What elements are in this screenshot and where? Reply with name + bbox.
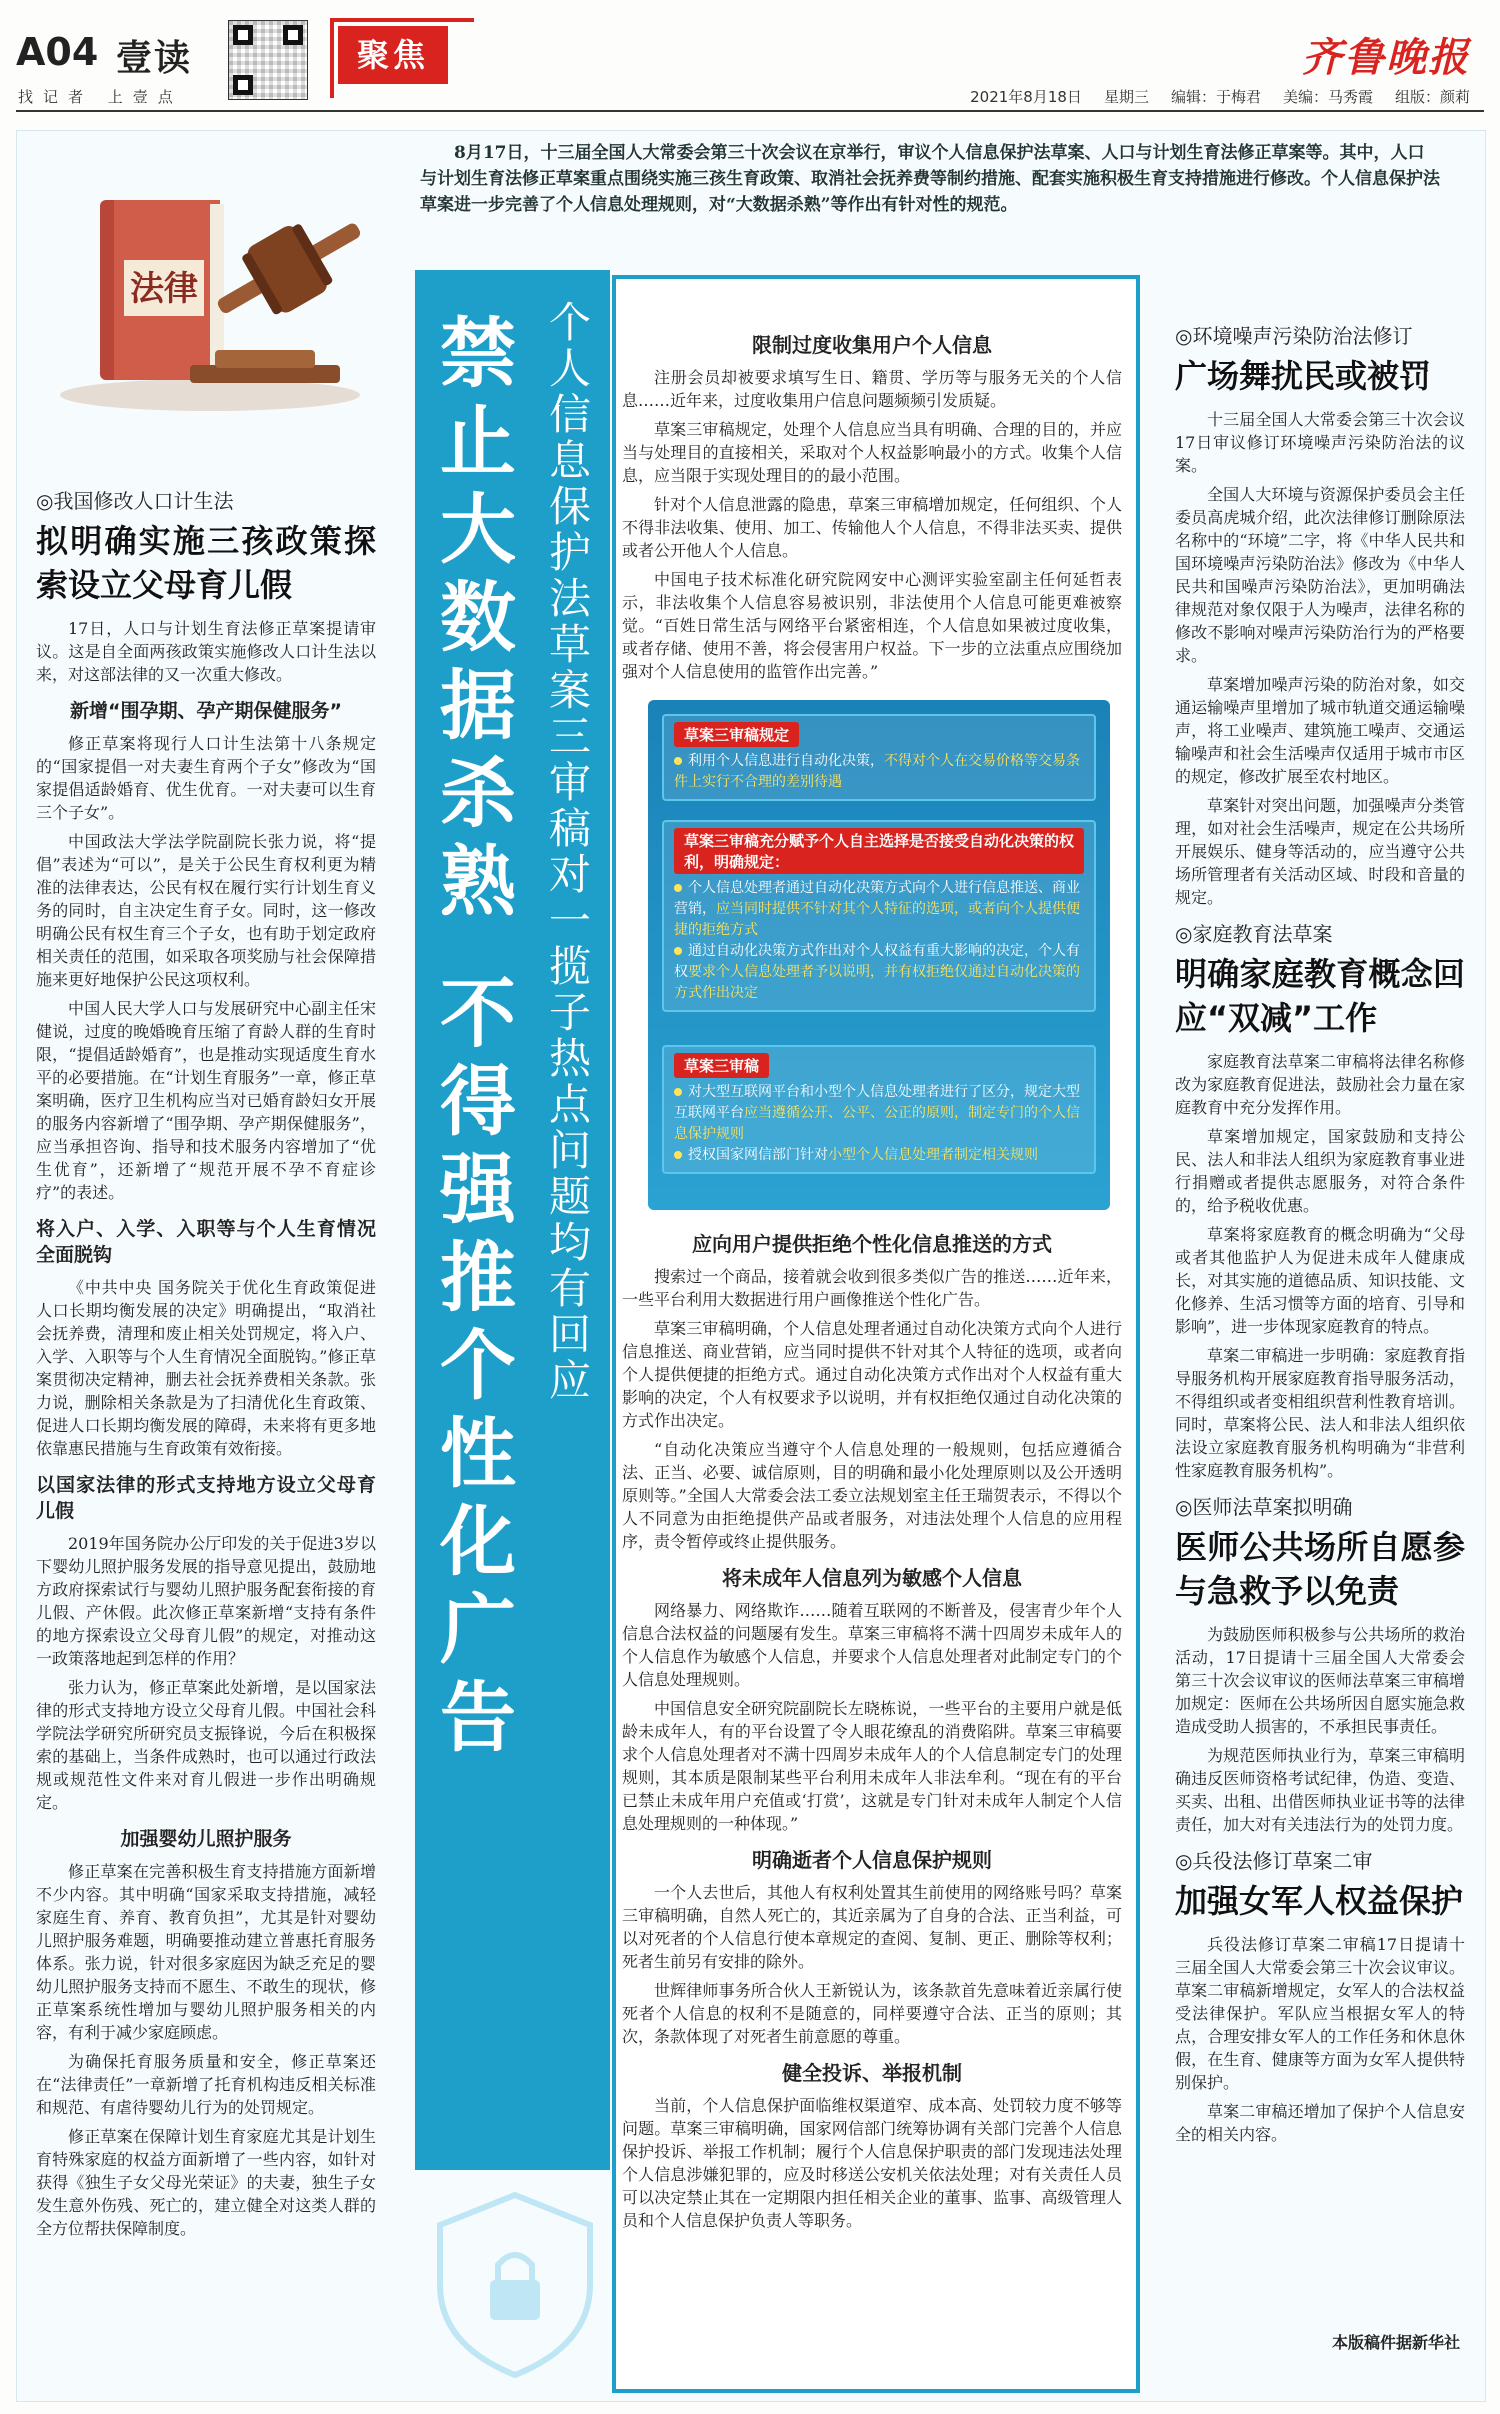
info-line: 授权国家网信部门针对小型个人信息处理者制定相关规则 — [674, 1145, 1084, 1166]
paragraph: 注册会员却被要求填写生日、籍贯、学历等与服务无关的个人信息……近年来，过度收集用户信息问题频频引发质疑。 — [622, 368, 1122, 410]
paragraph: 草案二审稿进一步明确：家庭教育指导服务机构开展家庭教育指导服务活动，不得组织或者变相组织营利性教育培训。同时，草案将公民、法人和非法人组织依法设立家庭教育服务机构明确为“非营利性家庭教育服务机构”。 — [1175, 1346, 1465, 1480]
info-line: 对大型互联网平台和小型个人信息处理者进行了区分，规定大型互联网平台应当遵循公开、公平、公正的原则，制定专门的个人信息保护规则 — [674, 1084, 1080, 1142]
section-slogan: 找记者 上壹点 — [18, 88, 183, 106]
section-name: 壹读 — [116, 38, 193, 79]
art-editor: 美编：马秀霞 — [1282, 88, 1373, 106]
paragraph: 17日，人口与计划生育法修正草案提请审议。这是自全面两孩政策实施修改人口计生法以来，对这部法律的又一次重大修改。 — [36, 619, 376, 684]
info-heading: 草案三审稿充分赋予个人自主选择是否接受自动化决策的权利，明确规定： — [674, 828, 1084, 874]
article-other-laws — [1175, 325, 1465, 2152]
paragraph: 修正草案在完善积极生育支持措施方面新增不少内容。其中明确“国家采取支持措施，减轻家庭生育、养育、教育负担”，尤其是针对婴幼儿照护服务难题，明确要推动建立普惠托育服务体系。张力说，针对很多家庭因为缺乏充足的婴幼儿照护服务支持而不愿生、不敢生的现状，修正草案系统性增加与婴幼儿照护服务相关的内容，有利于减少家庭顾虑。 — [36, 1862, 376, 2042]
paragraph: 世辉律师事务所合伙人王新锐认为，该条款首先意味着近亲属行使死者个人信息的权利不是随意的，同样要遵守合法、正当的原则；其次，条款体现了对死者生前意愿的尊重。 — [622, 1981, 1122, 2046]
kicker: ◎医师法草案拟明确 — [1175, 1495, 1353, 1519]
kicker: ◎兵役法修订草案二审 — [1175, 1849, 1373, 1873]
header-divider — [16, 110, 1484, 112]
kicker: ◎我国修改人口计生法 — [36, 489, 234, 513]
lead-paragraph: 8月17日，十三届全国人大常委会第三十次会议在京举行，审议个人信息保护法草案、人口与计划生育法修正草案等。其中，人口与计划生育法修正草案重点围绕实施三孩生育政策、取消社会抚养费等制约措施、配套实施积极生育支持措施进行修改。个人信息保护法草案进一步完善了个人信息处理规则，对“大数据杀熟”等作出有针对性的规范。 — [420, 143, 1440, 215]
law-book-gavel-icon — [40, 160, 380, 420]
subheading: 应向用户提供拒绝个性化信息推送的方式 — [692, 1232, 1052, 1256]
kicker: ◎家庭教育法草案 — [1175, 922, 1333, 946]
paragraph: 草案将家庭教育的概念明确为“父母或者其他监护人为促进未成年人健康成长，对其实施的道德品质、知识技能、文化修养、生活习惯等方面的培育、引导和影响”，进一步体现家庭教育的特点。 — [1175, 1225, 1465, 1336]
kicker: ◎环境噪声污染防治法修订 — [1175, 324, 1413, 348]
paragraph: 草案增加规定，国家鼓励和支持公民、法人和非法人组织为家庭教育事业进行捐赠或者提供志愿服务，对符合条件的，给予税收优惠。 — [1175, 1127, 1465, 1215]
paragraph: 为确保托育服务质量和安全，修正草案还在“法律责任”一章新增了托育机构违反相关标准和规范、有虐待婴幼儿行为的处罚规定。 — [36, 2052, 376, 2117]
article-population-law — [36, 490, 376, 2246]
paragraph: 针对个人信息泄露的隐患，草案三审稿增加规定，任何组织、个人不得非法收集、使用、加工、传输他人个人信息，不得非法买卖、提供或者公开他人个人信息。 — [622, 495, 1122, 560]
page-number: A04 — [16, 30, 99, 74]
paragraph: 张力认为，修正草案此处新增，是以国家法律的形式支持地方设立父母育儿假。中国社会科学院法学研究所研究员支振锋说，今后在积极探索的基础上，当条件成熟时，也可以通过行政法规或规范性文件来对育儿假进一步作出明确规定。 — [36, 1678, 376, 1812]
paragraph: 中国政法大学法学院副院长张力说，将“提倡”表述为“可以”，是关于公民生育权利更为精准的法律表达，公民有权在履行实行计划生育义务的同时，自主决定生育子女。同时，这一修改明确公民有权生育三个子女，也有助于划定政府相关责任的范围，如采取各项奖励与社会保障措施来更好地保护公民这项权利。 — [36, 832, 376, 989]
subheading: 将未成年人信息列为敏感个人信息 — [722, 1566, 1022, 1590]
paragraph: 草案二审稿还增加了保护个人信息安全的相关内容。 — [1175, 2102, 1465, 2144]
source-credit: 本版稿件据新华社 — [1331, 2333, 1460, 2352]
paragraph: 中国人民大学人口与发展研究中心副主任宋健说，过度的晚婚晚育压缩了育龄人群的生育时限，“提倡适龄婚育”，也是推动实现适度生育水平的必要措施。在“计划生育服务”一章，修正草案明确，医疗卫生机构应当对已婚育龄妇女开展的服务内容新增了“围孕期、孕产期保健服务”，应当承担咨询、指导和技术服务内容增加了“优生优育”，还新增了“规范开展不孕不育症诊疗”的表述。 — [36, 999, 376, 1202]
main-subheadline: 个人信息保护法草案三审稿对一揽子热点问题均有回应 — [548, 298, 591, 1405]
headline: 医师公共场所自愿参与急救予以免责 — [1175, 1528, 1465, 1610]
infographic — [648, 700, 1110, 1210]
paragraph: 一个人去世后，其他人有权利处置其生前使用的网络账号吗？草案三审稿明确，自然人死亡的，其近亲属为了自身的合法、正当利益，可以对死者的个人信息行使本章规定的查阅、复制、更正、删除等权利；死者生前另有安排的除外。 — [622, 1883, 1122, 1971]
info-block-1 — [662, 714, 1096, 801]
paragraph: 搜索过一个商品，接着就会收到很多类似广告的推送……近年来，一些平台利用大数据进行用户画像推送个性化广告。 — [622, 1267, 1122, 1309]
paragraph: 2019年国务院办公厅印发的关于促进3岁以下婴幼儿照护服务发展的指导意见提出，鼓励地方政府探索试行与婴幼儿照护服务配套衔接的育儿假、产休假。此次修正草案新增“支持有条件的地方探索设立父母育儿假”的规定，对推动这一政策落地起到怎样的作用？ — [36, 1534, 376, 1668]
subheading: 明确逝者个人信息保护规则 — [752, 1848, 992, 1872]
paragraph: 修正草案在保障计划生育家庭尤其是计划生育特殊家庭的权益方面新增了一些内容，如针对获得《独生子女父母光荣证》的夫妻，独生子女发生意外伤残、死亡的，建立健全对这类人群的全方位帮扶保障制度。 — [36, 2127, 376, 2238]
paragraph: “自动化决策应当遵守个人信息处理的一般规则，包括应遵循合法、正当、必要、诚信原则，目的明确和最小化处理原则以及公开透明原则等。”全国人大常委会法工委立法规划室主任王瑞贺表示，不得以个人不同意为由拒绝提供产品或者服务，对违法处理个人信息的应用程序，责令暂停或终止提供服务。 — [622, 1440, 1122, 1551]
subheading: 加强婴幼儿照护服务 — [120, 1828, 292, 1850]
paragraph: 十三届全国人大常委会第三十次会议17日审议修订环境噪声污染防治法的议案。 — [1175, 410, 1465, 475]
paragraph: 兵役法修订草案二审稿17日提请十三届全国人大常委会第三十次会议审议。草案二审稿新增规定，女军人的合法权益受法律保护。军队应当根据女军人的特点，合理安排女军人的工作任务和休息休假，在生育、健康等方面为女军人提供特别保护。 — [1175, 1935, 1465, 2092]
subheading: 限制过度收集用户个人信息 — [752, 333, 992, 357]
editor: 编辑：于梅君 — [1170, 88, 1261, 106]
info-heading: 草案三审稿规定 — [674, 722, 799, 747]
subheading: 健全投诉、举报机制 — [782, 2061, 962, 2085]
section-tag: 聚焦 — [338, 26, 448, 84]
main-headline-line1: 禁止大数据杀熟 — [440, 309, 516, 926]
date: 2021年8月18日 — [970, 88, 1082, 106]
lock-shield-icon — [420, 2185, 610, 2385]
paragraph: 草案三审稿规定，处理个人信息应当具有明确、合理的目的，并应当与处理目的直接相关，采取对个人权益影响最小的方式。收集个人信息，应当限于实现处理目的的最小范围。 — [622, 420, 1122, 485]
info-heading: 草案三审稿 — [674, 1053, 769, 1078]
weekday: 星期三 — [1103, 88, 1149, 106]
headline: 明确家庭教育概念回应“双减”工作 — [1175, 955, 1465, 1037]
paragraph: 当前，个人信息保护面临维权渠道窄、成本高、处罚较力度不够等问题。草案三审稿明确，国家网信部门统筹协调有关部门完善个人信息保护投诉、举报工作机制；履行个人信息保护职责的部门发现违法处理个人信息涉嫌犯罪的，应及时移送公安机关依法处理；对有关责任人员可以决定禁止其在一定期限内担任相关企业的董事、监事、高级管理人员和个人信息保护负责人等职务。 — [622, 2096, 1122, 2230]
subheading: 以国家法律的形式支持地方设立父母育儿假 — [36, 1474, 376, 1522]
paragraph: 全国人大环境与资源保护委员会主任委员高虎城介绍，此次法律修订删除原法名称中的“环境”二字，将《中华人民共和国环境噪声污染防治法》修改为《中华人民共和国噪声污染防治法》，更加明确法律规范对象仅限于人为噪声，法律名称的修改不影响对噪声污染防治行为的严格要求。 — [1175, 485, 1465, 665]
paragraph: 为鼓励医师积极参与公共场所的救治活动，17日提请十三届全国人大常委会第三十次会议审议的医师法草案三审稿增加规定：医师在公共场所因自愿实施急救造成受助人损害的，不承担民事责任。 — [1175, 1625, 1465, 1736]
paragraph: 网络暴力、网络欺诈……随着互联网的不断普及，侵害青少年个人信息合法权益的问题屡有发生。草案三审稿将不满十四周岁未成年人的个人信息作为敏感个人信息，并要求个人信息处理者对此制定专门的个人信息处理规则。 — [622, 1601, 1122, 1689]
headline: 拟明确实施三孩政策探索设立父母育儿假 — [36, 522, 376, 604]
qr-code-icon[interactable] — [228, 20, 308, 100]
subheading: 新增“围孕期、孕产期保健服务” — [70, 700, 342, 722]
newspaper-logo: 齐鲁晚报 — [1302, 34, 1470, 81]
paragraph: 中国信息安全研究院副院长左晓栋说，一些平台的主要用户就是低龄未成年人，有的平台设置了令人眼花缭乱的消费陷阱。草案三审稿要求个人信息处理者对不满十四周岁未成年人的个人信息制定专门的处理规则，其本质是限制某些平台利用未成年人非法牟利。“现在有的平台已禁止未成年用户充值或‘打赏’，这就是专门针对未成年人制定个人信息处理规则的一种体现。” — [622, 1699, 1122, 1833]
paragraph: 草案三审稿明确，个人信息处理者通过自动化决策方式向个人进行信息推送、商业营销，应当同时提供不针对其个人特征的选项，或者向个人提供便捷的拒绝方式。通过自动化决策方式作出对个人权益有重大影响的决定，个人有权要求予以说明，并有权拒绝仅通过自动化决策的方式作出决定。 — [622, 1319, 1122, 1430]
paragraph: 《中共中央 国务院关于优化生育政策促进人口长期均衡发展的决定》明确提出，“取消社会抚养费，清理和废止相关处罚规定，将入户、入学、入职等与个人生育情况全面脱钩。”修正草案贯彻决定精神，删去社会抚养费相关条款。张力说，删除相关条款是为了扫清优化生育政策、促进人口长期均衡发展的障碍，未来将有更多地依靠惠民措施与生育政策有效衔接。 — [36, 1278, 376, 1458]
main-headline-line2: 不得强推个性化广告 — [440, 969, 516, 1762]
article-personal-info-law — [622, 320, 1122, 2238]
headline: 加强女军人权益保护 — [1175, 1882, 1464, 1920]
paragraph: 草案针对突出问题，加强噪声分类管理，如对社会生活噪声，规定在公共场所开展娱乐、健身等活动的，应当遵守公共场所管理者有关活动区域、时段和音量的规定。 — [1175, 796, 1465, 907]
paragraph: 家庭教育法草案二审稿将法律名称修改为家庭教育促进法，鼓励社会力量在家庭教育中充分发挥作用。 — [1175, 1052, 1465, 1117]
info-line: 通过自动化决策方式作出对个人权益有重大影响的决定，个人有权要求个人信息处理者予以说明，并有权拒绝仅通过自动化决策的方式作出决定 — [674, 943, 1080, 1001]
paragraph: 中国电子技术标准化研究院网安中心测评实验室副主任何延哲表示，非法收集个人信息容易被识别，非法使用个人信息可能更难被察觉。“百姓日常生活与网络平台紧密相连，个人信息如果被过度收集，或者存储、使用不善，将会侵害用户权益。下一步的立法重点应围绕加强对个人信息使用的监管作出完善。” — [622, 570, 1122, 681]
subheading: 将入户、入学、入职等与个人生育情况全面脱钩 — [36, 1218, 376, 1266]
paragraph: 草案增加噪声污染的防治对象，如交通运输噪声里增加了城市轨道交通运输噪声，将工业噪声、建筑施工噪声、交通运输噪声和社会生活噪声仅适用于城市市区的规定，修改扩展至农村地区。 — [1175, 675, 1465, 786]
paragraph: 为规范医师执业行为，草案三审稿明确违反医师资格考试纪律，伪造、变造、买卖、出租、出借医师执业证书等的法律责任，加大对有关违法行为的处罚力度。 — [1175, 1746, 1465, 1834]
headline: 广场舞扰民或被罚 — [1175, 357, 1432, 395]
info-block-2 — [662, 820, 1096, 1012]
main-headline — [428, 310, 528, 1762]
proof: 组版：颜莉 — [1394, 88, 1470, 106]
paragraph: 修正草案将现行人口计生法第十八条规定的“国家提倡一对夫妻生育两个子女”修改为“国家提倡适龄婚育、优生优育。一对夫妻可以生育三个子女”。 — [36, 734, 376, 822]
book-label: 法律 — [130, 269, 198, 309]
info-block-3 — [662, 1045, 1096, 1174]
info-line: 个人信息处理者通过自动化决策方式向个人进行信息推送、商业营销，应当同时提供不针对其个人特征的选项，或者向个人提供便捷的拒绝方式 — [674, 880, 1080, 938]
edition-meta — [948, 86, 1470, 107]
info-line: 利用个人信息进行自动化决策，不得对个人在交易价格等交易条件上实行不合理的差别待遇 — [674, 753, 1080, 790]
